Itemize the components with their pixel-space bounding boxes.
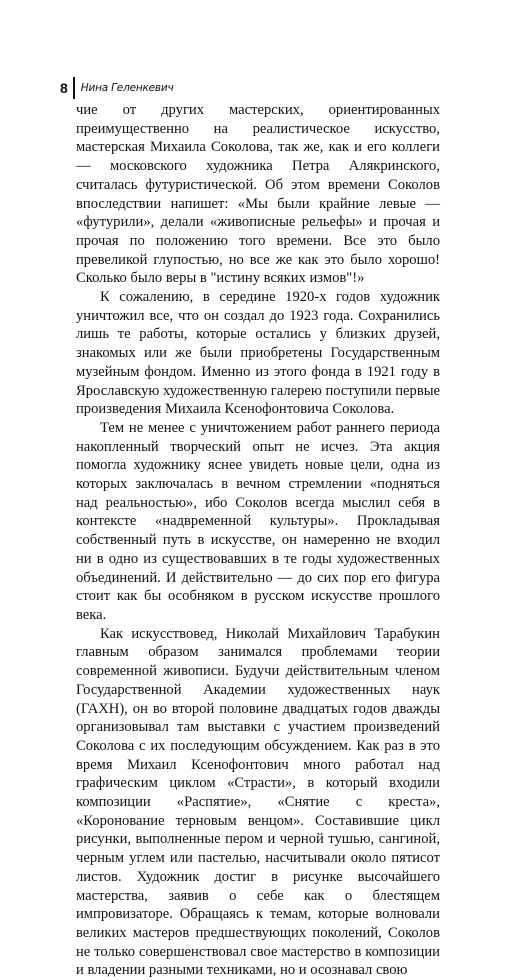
paragraph-3: Тем не менее с уничтожением работ раннего периода накопленный творческий опыт не исчез. Эта акция помогла художнику яснее увидеть новые цели, одна из которых заключалась в вечном стремлении «подняться над реальностью», ибо Соколов всегда мыслил себя в контексте «надвременной культуры». Прокладывая собственный путь в искусстве, он намеренно не входил ни в одно из существовавших в те годы художественных объединений. И действительно — до сих пор его фигура стоит как бы особняком в русском искусстве прошлого века.	[76, 419, 440, 623]
header-divider	[73, 77, 75, 99]
running-head: Нина Геленкевич	[80, 82, 174, 94]
paragraph-4: Как искусствовед, Николай Михайлович Тарабукин главным образом занимался проблемами теории современной живописи. Будучи действительным членом Государственной Академии художественных наук (ГАХН), он во второй половине двадцатых годов дважды организовывал там выставки с участием произведений Соколова с их последующим обсуждением. Как раз в это время Михаил Ксенофонтович много работал над графическим циклом «Страсти», в который входили композиции «Распятие», «Снятие с креста», «Коронование терновым венцом». Составившие цикл рисунки, выполненные пером и черной тушью, сангиной, черным углем или пастелью, насчитывали около пятисот листов. Художник достиг в рисунке высочайшего мастерства, заявив о себе как о блестящем импровизаторе. Обращаясь к темам, которые волновали великих мастеров предшествующих поколений, Соколов не только совершенствовал свое мастерство в композиции и владении разными техниками, но и осознавал свою	[76, 625, 440, 979]
page-header	[60, 77, 174, 99]
paragraph-2: К сожалению, в середине 1920-х годов художник уничтожил все, что он создал до 1923 года. Сохранились лишь те работы, которые остались у близких друзей, знакомых или же были приобретены Государственным музейным фондом. Именно из этого фонда в 1921 году в Ярославскую художественную галерею поступили первые произведения Михаила Ксенофонтовича Соколова.	[76, 289, 440, 418]
body-text	[76, 101, 440, 980]
paragraph-1: чие от других мастерских, ориентированных преимущественно на реалистическое искусство, мастерская Михаила Соколова, так же, как и его коллеги — московского художника Петра Алякринского, считалась футуристической. Об этом времени Соколов впоследствии напишет: «Мы были крайние левые — «футурили», делали «живописные рельефы» и прочая и прочая по положению того времени. Все это было превеликой глупостью, но все же как это было хорошо! Сколько было веры в "истину всяких измов"!»	[76, 102, 440, 287]
page-number: 8	[60, 80, 68, 96]
